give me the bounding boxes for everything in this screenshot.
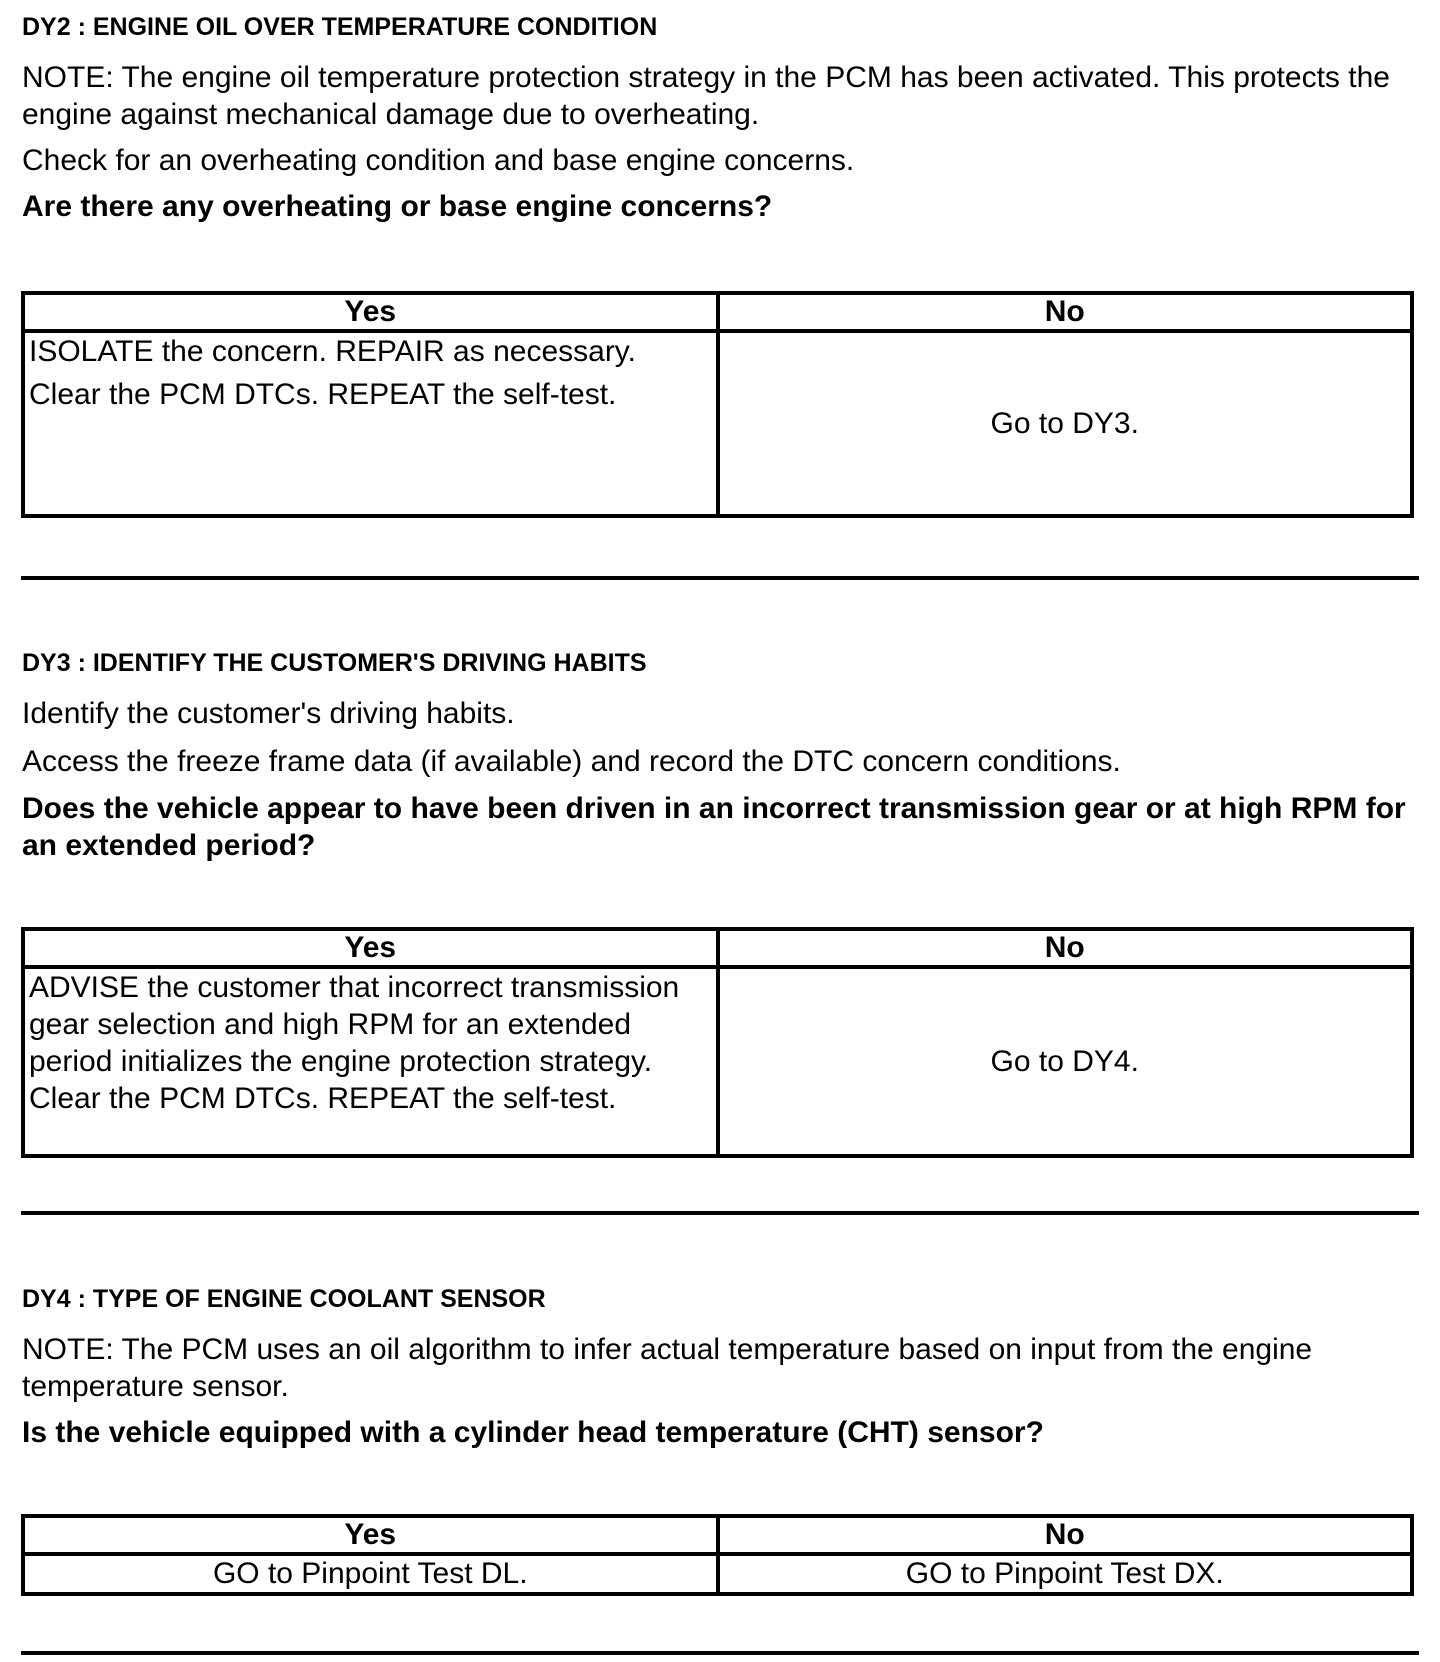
decision-table-dy2: [21, 291, 1414, 518]
no-cell-text: Go to DY3.: [990, 407, 1139, 440]
yes-cell-dy2: [23, 331, 718, 516]
step-title-dy3: DY3 : IDENTIFY THE CUSTOMER'S DRIVING HABITS: [22, 649, 647, 677]
note-text-dy2: NOTE: The engine oil temperature protection strategy in the PCM has been activated. This protects the engine against mechanical damage due to overheating.: [22, 61, 1390, 131]
step-title-dy2: DY2 : ENGINE OIL OVER TEMPERATURE CONDITION: [22, 13, 658, 41]
question-dy3: Does the vehicle appear to have been driven in an incorrect transmission gear or at high RPM for an extended period?: [22, 792, 1406, 862]
section-divider: [21, 1651, 1419, 1655]
yes-line: Clear the PCM DTCs. REPEAT the self-test.: [29, 1082, 617, 1115]
table-header-no: No: [718, 929, 1413, 967]
instruction-text-dy3: Identify the customer's driving habits.: [22, 697, 515, 730]
decision-table-dy3: [21, 927, 1414, 1158]
yes-line: ISOLATE the concern. REPAIR as necessary.: [29, 335, 636, 368]
yes-line: ADVISE the customer that incorrect transmission gear selection and high RPM for an extended period initializes the engine protection strategy.: [29, 971, 680, 1078]
yes-cell-dy3: [23, 967, 718, 1156]
note-text-dy4: NOTE: The PCM uses an oil algorithm to infer actual temperature based on input from the engine temperature sensor.: [22, 1333, 1313, 1403]
yes-line: Clear the PCM DTCs. REPEAT the self-test.: [29, 378, 617, 411]
step-dy3: [22, 648, 1422, 864]
no-cell-text: Go to DY4.: [990, 1045, 1139, 1078]
table-header-no: No: [718, 1516, 1413, 1554]
decision-table-dy4: [21, 1514, 1414, 1596]
no-cell-dy4: GO to Pinpoint Test DX.: [718, 1554, 1413, 1594]
instruction-text-dy2: Check for an overheating condition and base engine concerns.: [22, 144, 855, 177]
table-header-yes: Yes: [23, 293, 718, 331]
table-header-no: No: [718, 293, 1413, 331]
step-title-dy4: DY4 : TYPE OF ENGINE COOLANT SENSOR: [22, 1285, 546, 1313]
step-dy4: [22, 1284, 1422, 1451]
question-dy4: Is the vehicle equipped with a cylinder head temperature (CHT) sensor?: [22, 1416, 1044, 1449]
section-divider: [21, 1211, 1419, 1215]
instruction-text-dy3-2: Access the freeze frame data (if available) and record the DTC concern conditions.: [22, 745, 1121, 778]
no-cell-dy2: [718, 331, 1413, 516]
table-header-yes: Yes: [23, 1516, 718, 1554]
step-dy2: [22, 12, 1422, 225]
section-divider: [21, 576, 1419, 580]
question-dy2: Are there any overheating or base engine concerns?: [22, 190, 773, 223]
table-header-yes: Yes: [23, 929, 718, 967]
yes-cell-dy4: GO to Pinpoint Test DL.: [23, 1554, 718, 1594]
no-cell-dy3: [718, 967, 1413, 1156]
